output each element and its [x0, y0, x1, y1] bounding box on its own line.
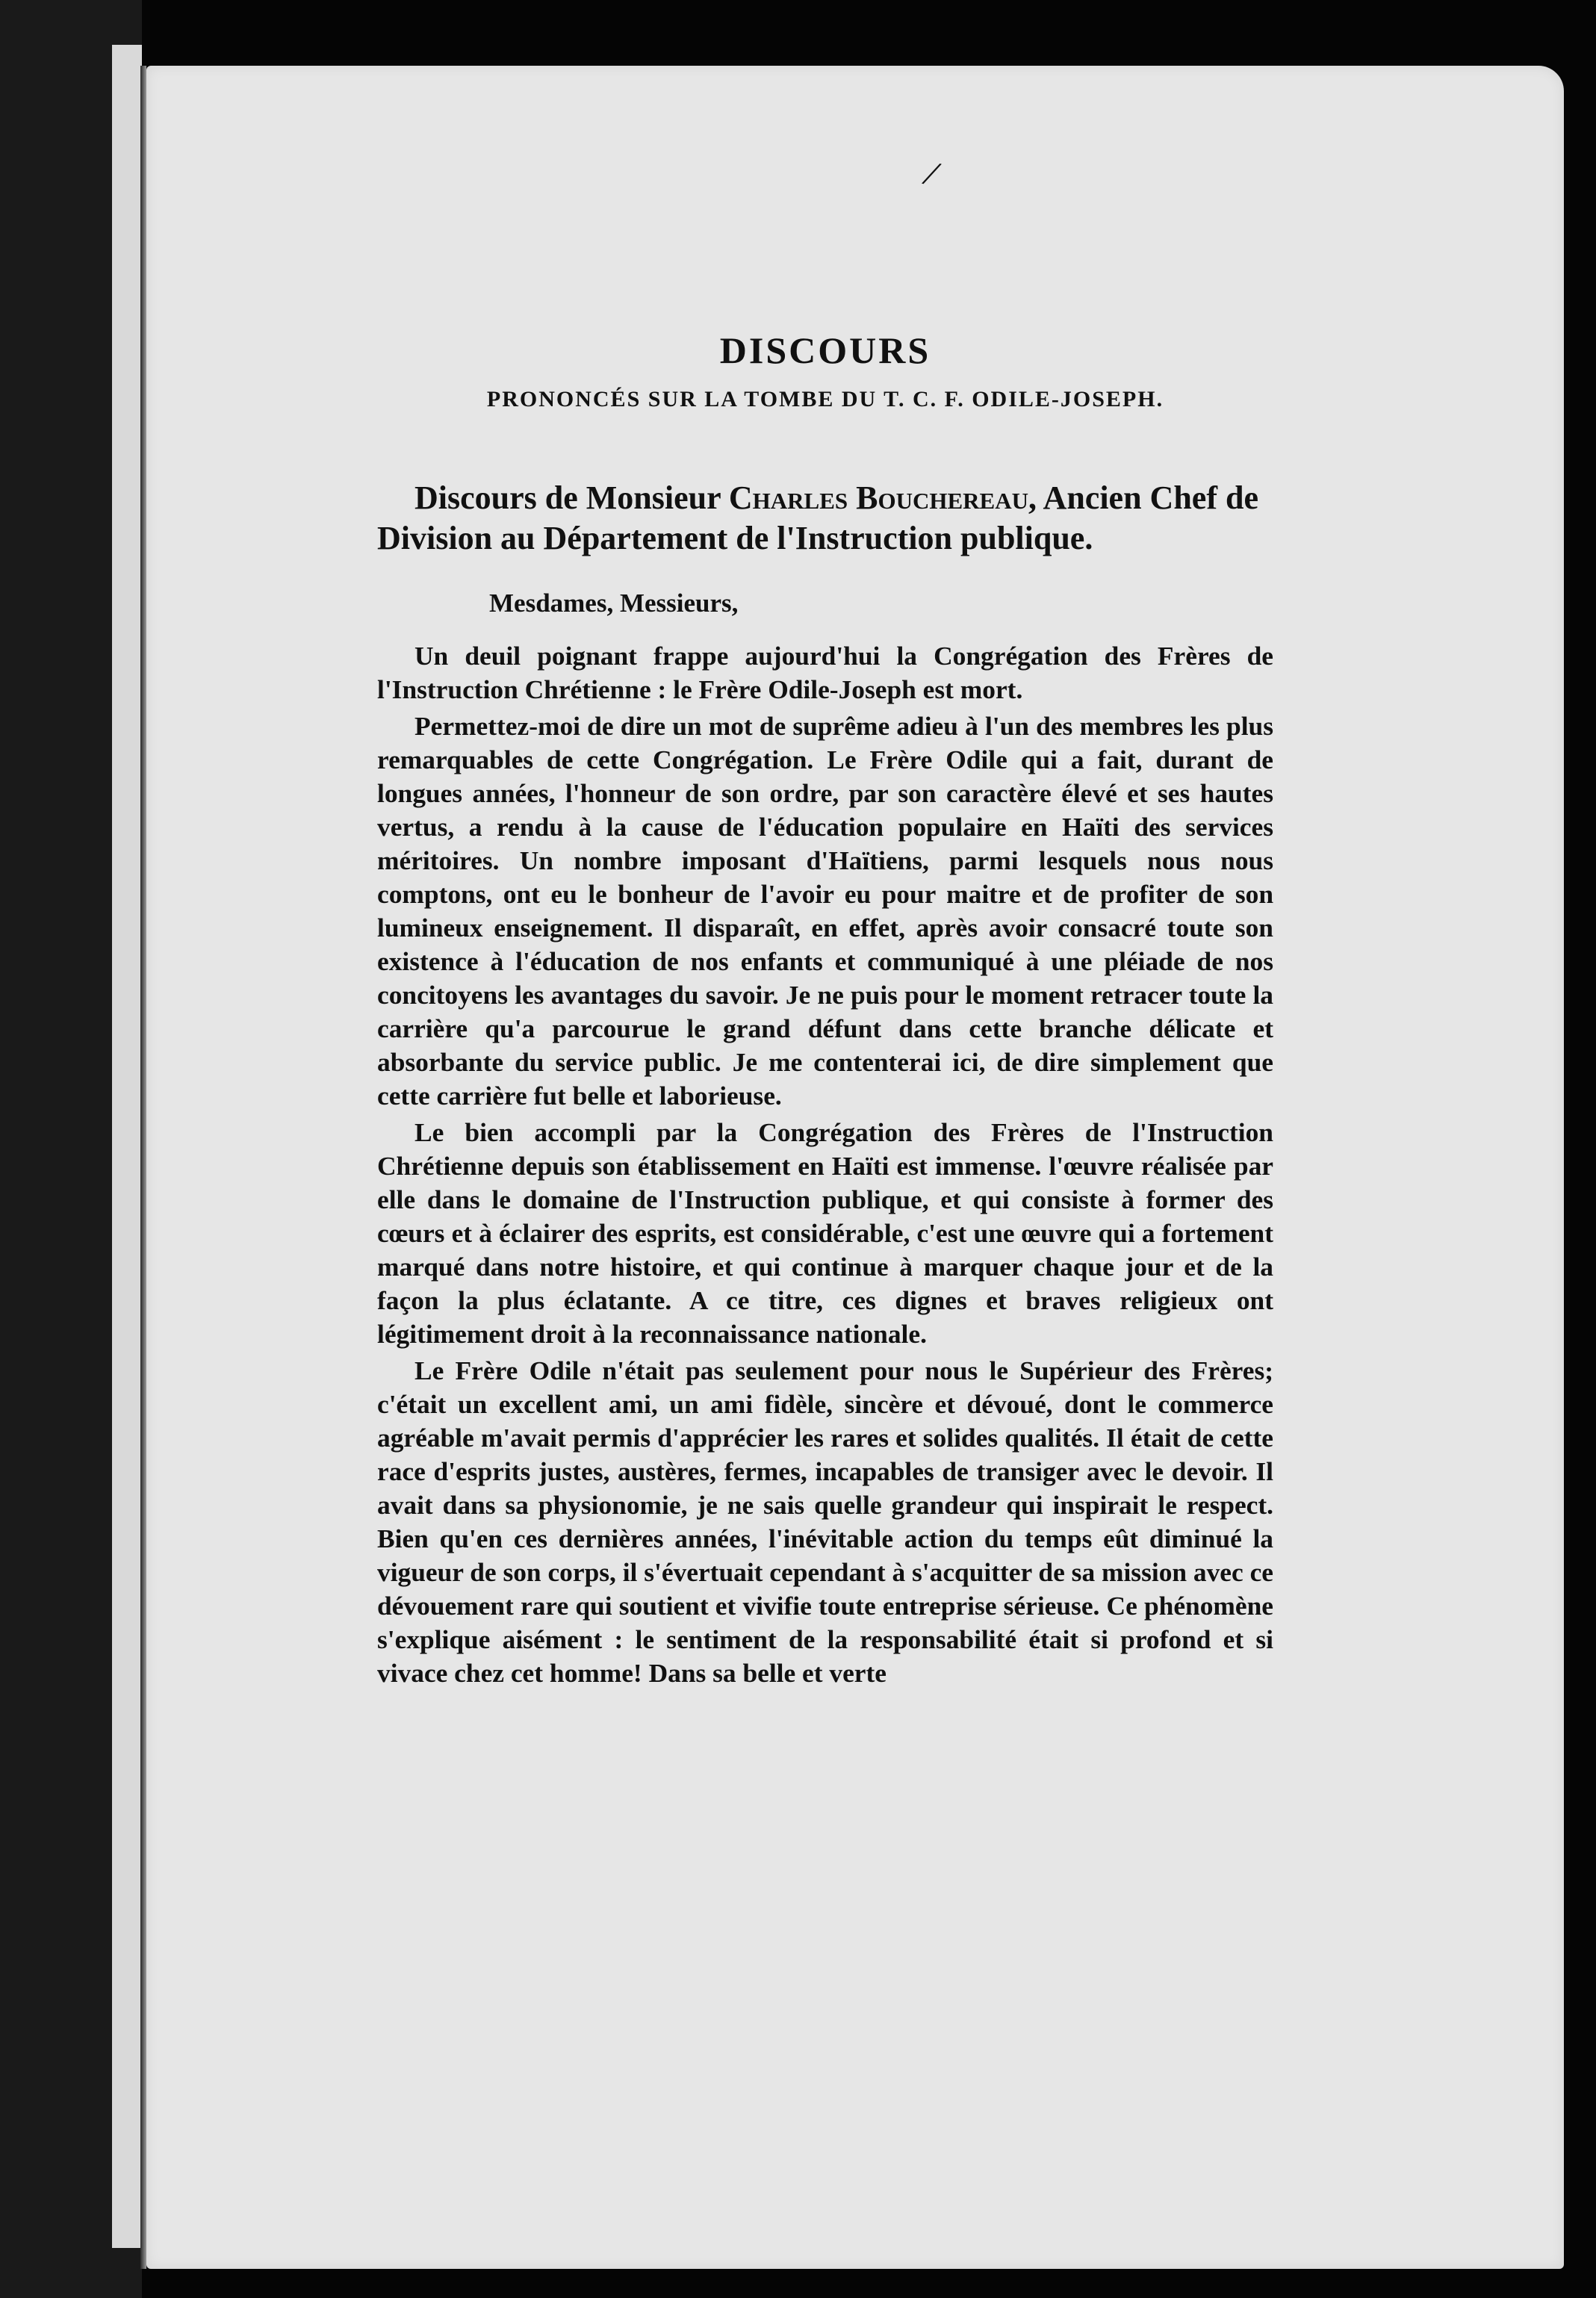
page-title: DISCOURS: [719, 329, 931, 371]
speaker-name: Charles Bouchereau: [728, 479, 1028, 516]
salutation: Mesdames, Messieurs,: [489, 589, 739, 618]
paragraph-1: Un deuil poignant frappe aujourd'hui la Congrégation des Frères de l'Instruction Chrétienne : le Frère Odile-Joseph est mort.: [377, 641, 1273, 704]
speaker-suffix: , Ancien Chef de Division au Département de l'Instruction publique.: [377, 479, 1258, 556]
speaker-prefix: Discours de Monsieur: [414, 479, 729, 516]
scan-margin: [0, 0, 142, 2298]
binding-edge: [140, 66, 146, 2269]
text-block: [377, 329, 1273, 1690]
speaker-heading: [377, 478, 1273, 559]
paragraph-4: Le Frère Odile n'était pas seulement pour nous le Supérieur des Frères; c'était un excellent ami, un ami fidèle, sincère et dévoué, dont le commerce agréable m'avait permis d'apprécier les rares et solides qualités. Il était de cette race d'esprits justes, austères, fermes, incapables de transiger avec le devoir. Il avait dans sa physionomie, je ne sais quelle grandeur qui inspirait le respect. Bien qu'en ces dernières années, l'inévitable action du temps eût diminué la vigueur de son corps, il s'évertuait cependant à s'acquitter de sa mission avec ce dévouement rare qui soutient et vivifie toute entreprise sérieuse. Ce phénomène s'explique aisément : le sentiment de la responsabilité était si profond et si vivace chez cet homme! Dans sa belle et verte: [377, 1355, 1273, 1688]
pen-mark: /: [921, 153, 941, 194]
paragraph-2: Permettez-moi de dire un mot de suprême adieu à l'un des membres les plus remarquables de cette Congrégation. Le Frère Odile qui a fait, durant de longues années, l'honneur de son ordre, par son caractère élevé et ses hautes vertus, a rendu à la cause de l'éducation populaire en Haïti des services méritoires. Un nombre imposant d'Haïtiens, parmi lesquels nous nous comptons, ont eu le bonheur de l'avoir eu pour maitre et de profiter de son lumineux enseignement. Il disparaît, en effet, après avoir consacré toute son existence à l'éducation de nos enfants et communiqué à une pléiade de nos concitoyens les avantages du savoir. Je ne puis pour le moment retracer toute la carrière qu'a parcourue le grand défunt dans cette branche délicate et absorbante du service public. Je me contenterai ici, de dire simplement que cette carrière fut belle et laborieuse.: [377, 711, 1273, 1111]
adjacent-page-edge: [112, 45, 142, 2248]
paragraph-3: Le bien accompli par la Congrégation des Frères de l'Instruction Chrétienne depuis son établissement en Haïti est immense. l'œuvre réalisée par elle dans le domaine de l'Instruction publique, et qui consiste à former des cœurs et à éclairer des esprits, est considérable, c'est une œuvre qui a fortement marqué dans notre histoire, et qui continue à marquer chaque jour et de la façon la plus éclatante. A ce titre, ces dignes et braves religieux ont légitimement droit à la reconnaissance nationale.: [377, 1117, 1273, 1349]
page-subtitle: PRONONCÉS SUR LA TOMBE DU T. C. F. ODILE-JOSEPH.: [486, 387, 1164, 412]
